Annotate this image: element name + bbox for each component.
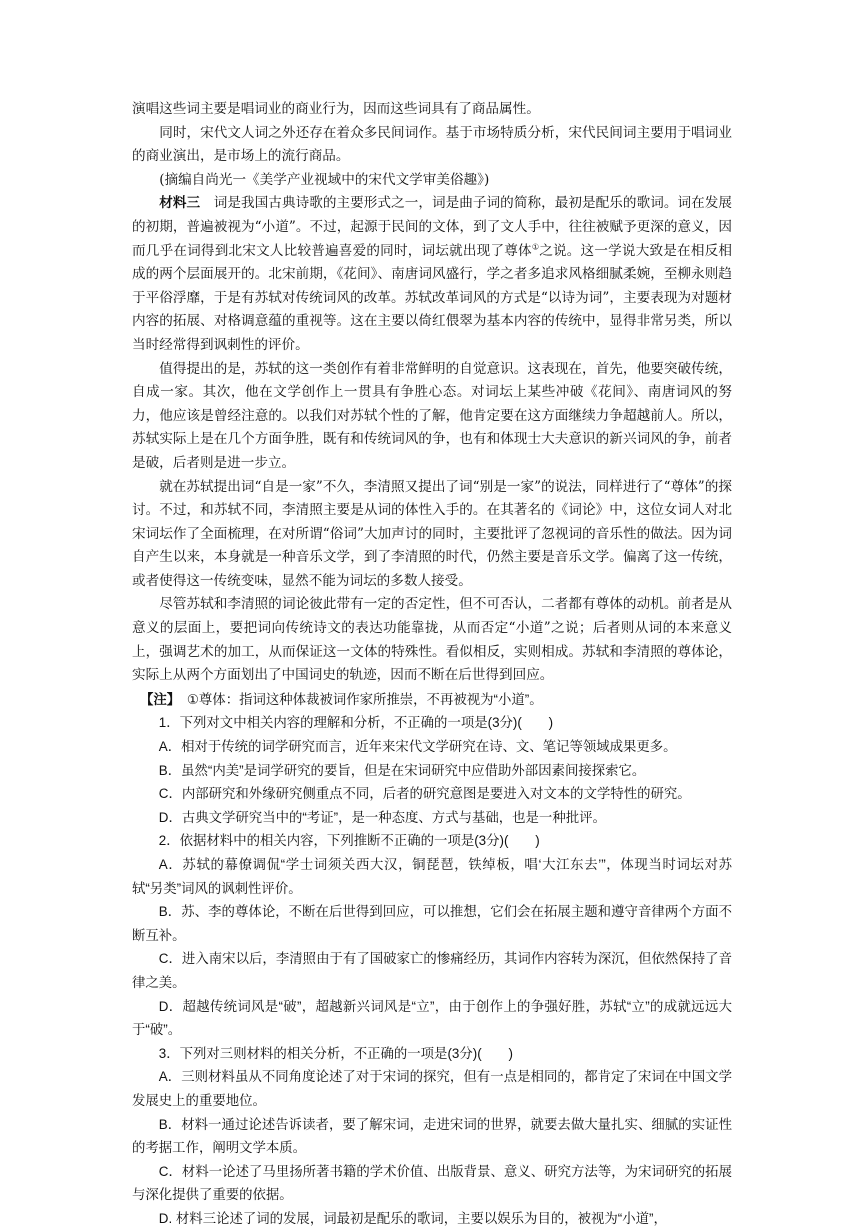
question-1-option-b: B．虽然“内美”是词学研究的要旨，但是在宋词研究中应借助外部因素间接探索它。 (158, 762, 646, 778)
question-2-option-b: B．苏、李的尊体论，不断在后世得到回应，可以推想，它们会在拓展主题和遵守音律两个方面不断互补。 (132, 904, 732, 943)
paragraph-su-shi-awareness: 值得提出的是，苏轼的这一类创作有着非常鲜明的自觉意识。这表现在，首先，他要突破传统，自成一家。其次，他在文学创作上一贯具有争胜心态。对词坛上某些冲破《花间》、南唐词风的努力，他应该是曾经注意的。以我们对苏轼个性的了解，他肯定要在这方面继续力争超越前人。所以，苏轼实际上是在几个方面争胜，既有和传统词风的争，也有和体现士大夫意识的新兴词风的争，前者是破，后者则是进一步立。 (132, 360, 732, 471)
footnote-text: ①尊体：指词这种体裁被词作家所推崇，不再被视为“小道”。 (173, 691, 543, 707)
source-citation: (摘编自尚光一《美学产业视域中的宋代文学审美俗趣》) (159, 171, 490, 188)
question-1-option-a: A．相对于传统的词学研究而言，近年来宋代文学研究在诗、文、笔记等领域成果更多。 (158, 739, 677, 755)
question-2-option-a: A．苏轼的幕僚调侃“学士词须关西大汉，铜琵琶，铁绰板，唱‘大江东去’”，体现当时词坛对苏轼“另类”词风的讽刺性评价。 (132, 857, 732, 896)
question-2-option-c: C．进入南宋以后，李清照由于有了国破家亡的惨痛经历，其词作内容转为深沉，但依然保持了音律之美。 (132, 951, 732, 990)
paragraph-folk-ci: 同时，宋代文人词之外还存在着众多民间词作。基于市场特质分析，宋代民间词主要用于唱词业的商业演出，是市场上的流行商品。 (132, 124, 732, 165)
question-3-option-d: D. 材料三论述了词的发展，词最初是配乐的歌词，主要以娱乐为目的，被视为“小道”， (158, 1210, 667, 1226)
footnote (132, 688, 732, 712)
question-2: 2．依据材料中的相关内容，下列推断不正确的一项是(3分)( ) (158, 833, 540, 849)
footnote-marker: ① (531, 242, 540, 252)
question-3-option-c: C．材料一论述了马里扬所著书籍的学术价值、出版背景、意义、研究方法等，为宋词研究的拓展与深化提供了重要的依据。 (132, 1163, 732, 1203)
paragraph-li-qingzhao: 就在苏轼提出词“自是一家”不久，李清照又提出了词“别是一家”的说法，同样进行了“尊体”的探讨。不过，和苏轼不同，李清照主要是从词的体性入手的。在其著名的《词论》中，这位女词人对北宋词坛作了全面梳理，在对所谓“俗词”大加声讨的同时，主要批评了忽视词的音乐性的做法。因为词自产生以来，本身就是一种音乐文学，到了李清照的时代，仍然主要是音乐文学。偏离了这一传统，或者使得这一传统变味，显然不能为词坛的多数人接受。 (132, 478, 732, 589)
material-three-text-a: 词是我国古典诗歌的主要形式之一，词是曲子词的简称，最初是配乐的歌词。词在发展的初期，普遍被视为“小道”。不过，起源于民间的文体，到了文人手中，往往被赋予更深的意义，因而几乎在词得到北宋文人比较普遍喜爱的同时，词坛就出现了尊体 (132, 195, 733, 259)
question-1-option-c: C．内部研究和外缘研究侧重点不同，后者的研究意图是要进入对文本的文学特性的研究。 (158, 786, 691, 802)
question-3-option-a: A．三则材料虽从不同角度论述了对于宋词的探究，但有一点是相同的，都肯定了宋词在中国文学发展史上的重要地位。 (132, 1069, 732, 1108)
paragraph-conclusion: 尽管苏轼和李清照的词论彼此带有一定的否定性，但不可否认，二者都有尊体的动机。前者是从意义的层面上，要把词向传统诗文的表达功能靠拢，从而否定“小道”之说；后者则从词的本来意义上，强调艺术的加工，从而保证这一文体的特殊性。看似相反，实则相成。苏轼和李清照的尊体论，实际上从两个方面划出了中国词史的轨迹，因而不断在后世得到回应。 (132, 596, 732, 684)
question-1: 1．下列对文中相关内容的理解和分析，不正确的一项是(3分)( ) (158, 715, 554, 731)
paragraph-material-three (132, 192, 732, 357)
question-3-option-b: B．材料一通过论述告诉读者，要了解宋词，走进宋词的世界，就要去做大量扎实、细腻的实证性的考据工作，阐明文学本质。 (132, 1116, 732, 1156)
question-2-option-d: D．超越传统词风是“破”，超越新兴词风是“立”，由于创作上的争强好胜，苏轼“立”的成就远远大于“破”。 (132, 998, 732, 1038)
material-three-text-b: 之说。这一学说大致是在相反相成的两个层面展开的。北宋前期，《花间》、南唐词风盛行，学之者多追求风格细腻柔婉，至柳永则趋于平俗浮靡，于是有苏轼对传统词风的改革。苏轼改革词风的方式是“以诗为词”，主要表现为对题材内容的拓展、对格调意蕴的重视等。这在主要以倚红偎翠为基本内容的传统中，显得非常另类，所以当时经常得到讽刺性的评价。 (132, 242, 733, 353)
question-3: 3．下列对三则材料的相关分析，不正确的一项是(3分)( ) (158, 1045, 513, 1061)
footnote-label: 【注】 (140, 691, 174, 707)
paragraph-continued: 演唱这些词主要是唱词业的商业行为，因而这些词具有了商品属性。 (132, 101, 540, 117)
document-page (132, 98, 732, 1231)
material-three-label: 材料三 (159, 195, 201, 212)
question-1-option-d: D．古典文学研究当中的“考证”，是一种态度、方式与基础，也是一种批评。 (158, 809, 606, 825)
